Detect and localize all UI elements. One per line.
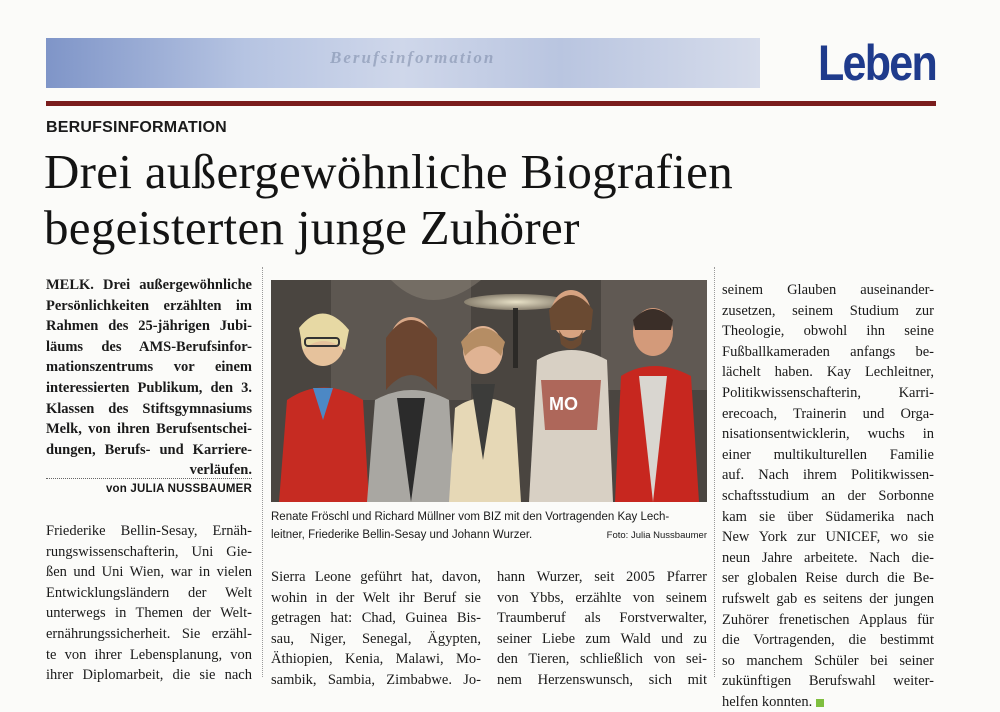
body-column-3 <box>497 567 707 691</box>
body-line: zusetzen, seinem Studium zur <box>722 302 934 319</box>
lede-line: läums des AMS-Berufsinfor- <box>46 338 252 355</box>
body-line: erecoach, Trainerin und Orga- <box>722 405 934 422</box>
body-line: te von ihrer Lebensplanung, von <box>46 646 252 663</box>
body-line: schaftsstudium an der Sorbonne <box>722 487 934 504</box>
caption-line: leitner, Friederike Bellin-Sesay und Johann Wurzer. <box>271 529 533 541</box>
shirt-text: MO <box>549 394 578 414</box>
body-column-4 <box>722 280 934 712</box>
body-line: zukünftigen Berufswahl weiter- <box>722 673 934 690</box>
body-line: den Tieren, schließlich von sei- <box>497 651 707 668</box>
photo-credit: Foto: Julia Nussbaumer <box>606 530 707 541</box>
body-line: ßen und Uni Wien, war in vielen <box>46 564 252 581</box>
body-line: getragen hat: Chad, Guinea Bis- <box>271 610 481 627</box>
lede-column <box>46 275 252 481</box>
body-line: wohin in der Welt ihr Beruf sie <box>271 589 481 606</box>
lede-line: mationszentrums vor einem <box>46 359 252 376</box>
body-line: ihrer Diplomarbeit, die sie nach <box>46 667 252 684</box>
body-line: die Vortragenden, die bestimmt <box>722 632 934 649</box>
end-mark-icon <box>816 699 824 707</box>
body-line: ser globalen Reise durch die Be- <box>722 570 934 587</box>
group-photo-illustration <box>271 280 707 502</box>
body-column-2 <box>271 567 481 691</box>
body-line: rufswelt gab es seitens der jungen <box>722 590 934 607</box>
body-line: hann Wurzer, seit 2005 Pfarrer <box>497 569 707 585</box>
column-divider <box>262 267 263 677</box>
body-line: kam sie über Südamerika nach <box>722 508 934 525</box>
headline-line-1: Drei außergewöhnliche Biografien <box>44 144 733 199</box>
body-line: New York zur UNICEF, wo sie <box>722 529 934 546</box>
body-line-last <box>722 692 934 712</box>
body-line: Politikwissenschafterin, Karri- <box>722 384 934 401</box>
group-photo <box>271 280 707 502</box>
body-line: lächelt haben. Kay Lechleitner, <box>722 364 934 381</box>
lede-line: Melk, von ihren Berufsentschei- <box>46 421 252 438</box>
body-line: sambik, Sambia, Zimbabwe. Jo- <box>271 671 481 688</box>
body-line: auf. Nach ihrem Politikwissen- <box>722 467 934 484</box>
body-line: Theologie, obwohl ihn seine <box>722 323 934 340</box>
lede-line: dungen, Berufs- und Karriere- <box>46 441 252 458</box>
section-title: Leben <box>817 35 936 91</box>
body-line: unterwegs in Themen der Welt- <box>46 605 252 622</box>
byline: von JULIA NUSSBAUMER <box>105 483 252 495</box>
body-line: ernährungssicherheit. Sie erzähl- <box>46 625 252 642</box>
lede-line: interessierten Publikum, den 3. <box>46 379 252 396</box>
body-line: neun Jahre arbeitete. Nach die- <box>722 549 934 566</box>
lede-line: Klassen des Stiftsgymnasiums <box>46 400 252 417</box>
body-line: seinem Glauben auseinander- <box>722 282 934 298</box>
byline-divider <box>46 478 252 479</box>
caption-line: Renate Fröschl und Richard Müllner vom BIZ mit den Vortragenden Kay Lech- <box>271 511 670 523</box>
column-divider <box>714 267 715 677</box>
body-line: nisationsentwicklerin, wuchs in <box>722 426 934 443</box>
body-line: so manchem Schüler bei seiner <box>722 652 934 669</box>
body-line: Fußballkameraden anfangs be- <box>722 343 934 360</box>
body-line: Äthiopien, Kenia, Malawi, Mo- <box>271 651 481 668</box>
body-line-text: helfen konnten. <box>722 693 813 710</box>
body-line: Sierra Leone geführt hat, davon, <box>271 569 481 585</box>
kicker: BERUFSINFORMATION <box>46 119 227 136</box>
photo-caption <box>271 508 707 545</box>
header-rule <box>46 101 936 106</box>
headline-line-2: begeisterten junge Zuhörer <box>44 200 580 255</box>
body-line: nem Herzenswunsch, sich mit <box>497 671 707 688</box>
body-line: Traumberuf als Forstverwalter, <box>497 610 707 627</box>
body-line: von Ybbs, erzählte von seinem <box>497 589 707 606</box>
lede-line: verläufen. <box>189 462 252 479</box>
lede-line: Persönlichkeiten erzählten im <box>46 297 252 314</box>
lede-line: MELK. Drei außergewöhnliche <box>46 277 252 293</box>
banner-faint-text: Berufsinformation <box>330 48 496 67</box>
body-line: Zuhörer frenetischen Applaus für <box>722 611 934 628</box>
body-column-1 <box>46 521 252 686</box>
body-line: rungswissenschafterin, Uni Gie- <box>46 543 252 560</box>
body-line: Entwicklungsländern der Welt <box>46 584 252 601</box>
body-line: einer multikulturellen Familie <box>722 446 934 463</box>
lede-line: Rahmen des 25-jährigen Jubi- <box>46 318 252 335</box>
body-line: Friederike Bellin-Sesay, Ernäh- <box>46 523 252 539</box>
body-line: seiner Liebe zum Wald und zu <box>497 630 707 647</box>
body-line: sau, Niger, Senegal, Ägypten, <box>271 630 481 647</box>
